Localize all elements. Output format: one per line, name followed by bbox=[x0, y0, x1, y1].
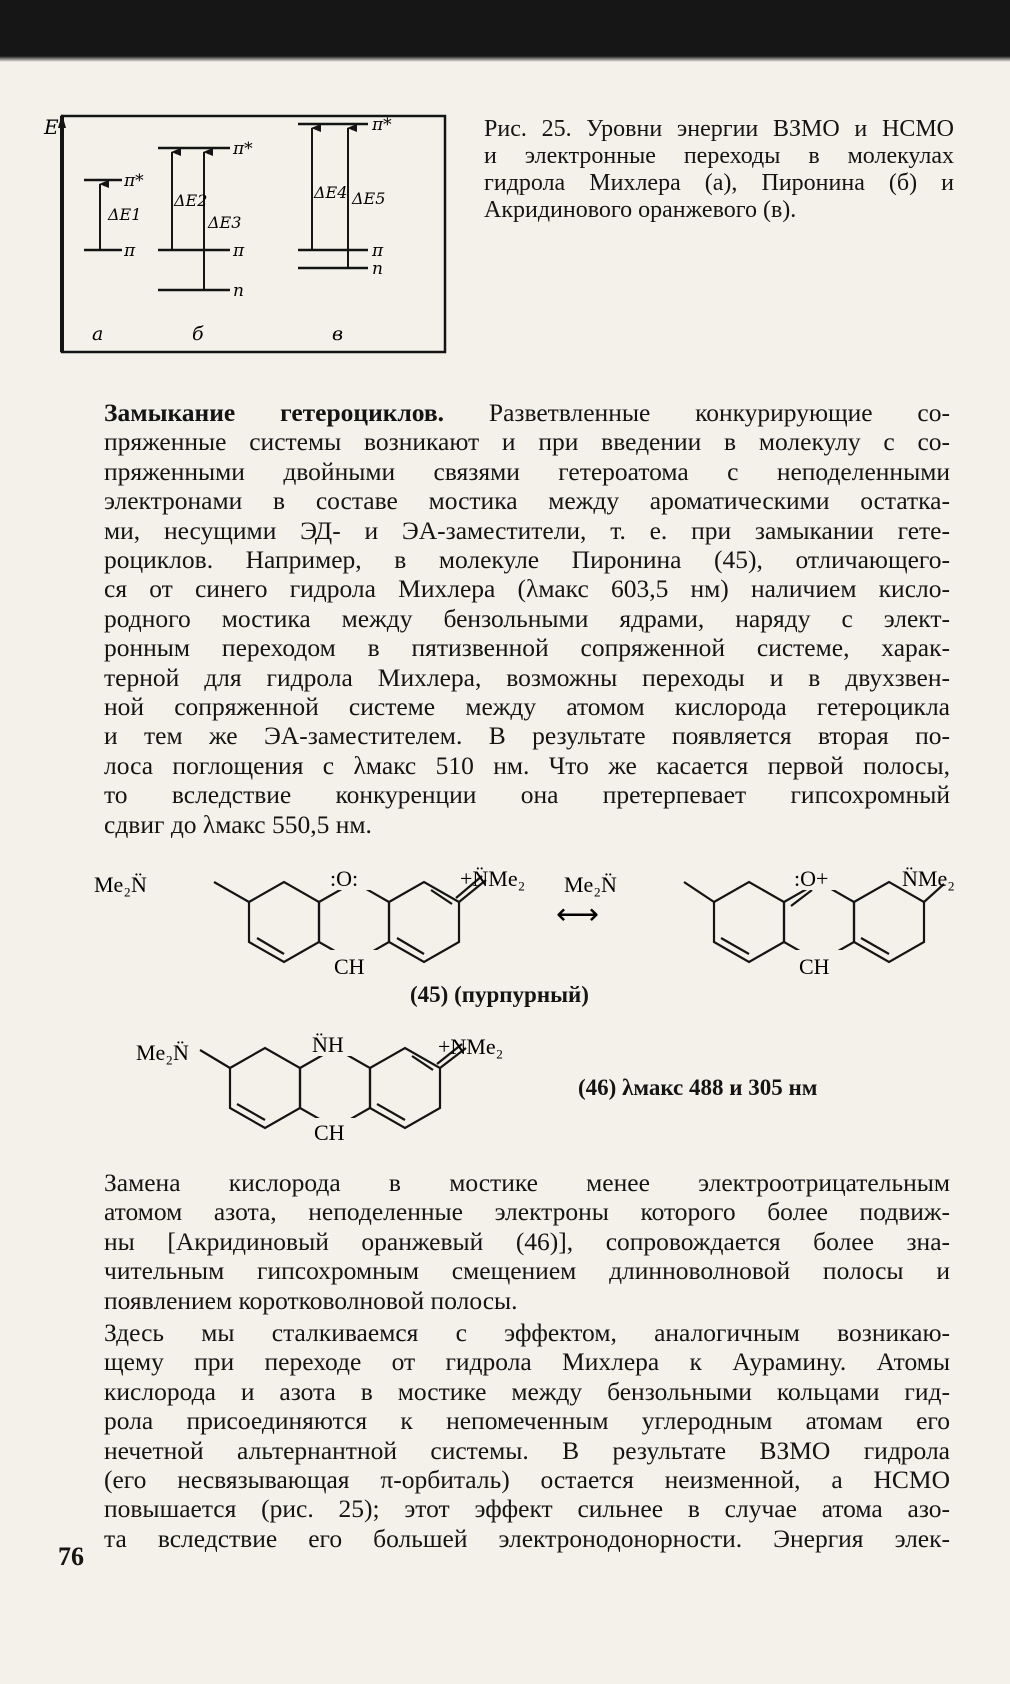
text-line: ронным переходом в пятизвенной сопряженной системе, харак- bbox=[104, 633, 950, 663]
text-line: повышается (рис. 25); этот эффект сильнее в случае атома азо- bbox=[104, 1494, 950, 1524]
level-a-upper-label: π* bbox=[124, 171, 144, 191]
panel-label-c: в bbox=[332, 323, 344, 345]
text-line: ся от синего гидрола Михлера (λмакс 603,5 нм) наличием кисло- bbox=[104, 574, 950, 604]
ch-label-2: CH bbox=[799, 954, 830, 979]
text-line: электронами в составе мостика между ароматическими остатка- bbox=[104, 486, 950, 516]
text-line: ны [Акридиновый оранжевый (46)], сопровождается более зна- bbox=[104, 1226, 950, 1256]
level-a-lower-label: π bbox=[124, 241, 136, 261]
transition-de5: ΔE5 bbox=[352, 189, 386, 208]
level-b-lower-label: n bbox=[233, 281, 244, 301]
panel-label-b: б bbox=[192, 323, 204, 345]
text-line: ной сопряженной системе между атомом кислорода гетероцикла bbox=[104, 692, 950, 722]
level-b-middle-label: π bbox=[233, 241, 245, 261]
oxygen-bridge-label: :O: bbox=[330, 866, 359, 891]
left-amine-label-2: Me₂N̈ bbox=[564, 872, 617, 897]
text-line: Здесь мы сталкиваемся с эффектом, аналогичным возникаю- bbox=[104, 1318, 950, 1347]
left-amine-label: Me₂N̈ bbox=[94, 872, 147, 897]
ch-label-3: CH bbox=[314, 1120, 345, 1145]
text-line: атомом азота, неподеленные электроны которого более подвиж- bbox=[104, 1197, 950, 1227]
text-line: то вследствие конкуренции она претерпевает гипсохромный bbox=[104, 780, 950, 810]
text-line: терной для гидрола Михлера, возможны переходы и в двухзвен- bbox=[104, 662, 950, 692]
structure-45-label: (45) (пурпурный) bbox=[410, 982, 589, 1007]
text-line: роциклов. Например, в молекуле Пиронина (45), отличающего- bbox=[104, 545, 950, 575]
paragraph-heterocycles bbox=[104, 398, 950, 839]
page-number: 76 bbox=[58, 1542, 84, 1571]
structure-46 bbox=[138, 1020, 518, 1148]
text-line: ми, несущими ЭД- и ЭА-заместители, т. е. при замыкании гете- bbox=[104, 515, 950, 545]
text-line: и тем же ЭА-заместителем. В результате появляется вторая по- bbox=[104, 721, 950, 751]
text-line: щему при переходе от гидрола Михлера к Аурамину. Атомы bbox=[104, 1347, 950, 1377]
structure-45-resonance bbox=[94, 852, 954, 982]
diagram-frame bbox=[62, 116, 445, 352]
energy-axis-label: E bbox=[44, 115, 59, 139]
text-line: (его несвязывающая π-орбиталь) остается неизменной, а НСМО bbox=[104, 1465, 950, 1495]
text-line: та вследствие его большей электронодонорности. Энергия элек- bbox=[104, 1523, 950, 1553]
caption-line: и электронные переходы в молекулах bbox=[484, 143, 954, 169]
section-lead: Замыкание гетероциклов. bbox=[104, 398, 445, 427]
text-line: лоса поглощения с λмакс 510 нм. Что же касается первой полосы, bbox=[104, 750, 950, 780]
ch-label: CH bbox=[334, 954, 365, 979]
caption-line: Рис. 25. Уровни энергии ВЗМО и НСМО bbox=[484, 116, 954, 142]
level-b-upper-label: π* bbox=[233, 139, 253, 159]
level-c-middle-label: π bbox=[372, 241, 384, 261]
caption-line: гидрола Михлера (а), Пиронина (б) и bbox=[484, 170, 954, 196]
text-line: пряженные системы возникают и при введении в молекулу с со- bbox=[104, 427, 950, 457]
panel-label-a: а bbox=[92, 323, 104, 345]
right-ammonium-label: +N̈Me₂ bbox=[460, 866, 526, 891]
nh-bridge-label: N̈H bbox=[312, 1032, 344, 1057]
text-line: появлением коротковолновой полосы. bbox=[104, 1285, 518, 1315]
transition-de2: ΔE2 bbox=[174, 191, 208, 210]
structure-46-label: (46) λмакс 488 и 305 нм bbox=[578, 1075, 818, 1100]
text-line: чительным гипсохромным смещением длинноволновой полосы и bbox=[104, 1256, 950, 1286]
level-c-upper-label: π* bbox=[372, 115, 392, 135]
transition-de3: ΔE3 bbox=[208, 213, 242, 232]
resonance-arrow: ⟷ bbox=[556, 898, 600, 931]
left-amine-label-3: Me₂N̈ bbox=[136, 1040, 189, 1065]
text-line: сдвиг до λмакс 550,5 нм. bbox=[104, 809, 372, 839]
right-ammonium-label-3: +NMe₂ bbox=[438, 1034, 504, 1059]
text-line: нечетной альтернантной системы. В результате ВЗМО гидрола bbox=[104, 1435, 950, 1465]
text-line: рола присоединяются к непомеченным углеродным атомам его bbox=[104, 1406, 950, 1436]
transition-de1: ΔE1 bbox=[108, 205, 142, 224]
text-line: кислорода и азота в мостике между бензольными кольцами гид- bbox=[104, 1376, 950, 1406]
text-line: родного мостика между бензольными ядрами, наряду с элект- bbox=[104, 603, 950, 633]
text-line: Замена кислорода в мостике менее электроотрицательным bbox=[104, 1168, 950, 1197]
paragraph-effect bbox=[104, 1318, 950, 1553]
text-line: Разветвленные конкурирующие со- bbox=[444, 398, 950, 427]
figure-caption bbox=[484, 116, 954, 224]
transition-de4: ΔE4 bbox=[314, 183, 348, 202]
energy-level-diagram bbox=[44, 108, 450, 354]
right-amine-label-2: N̈Me₂ bbox=[902, 866, 955, 891]
caption-line: Акридинового оранжевого (в). bbox=[484, 197, 797, 223]
text-line: пряженными двойными связями гетероатома с неподеленными bbox=[104, 456, 950, 486]
oxonium-bridge-label: :O+ bbox=[794, 866, 829, 891]
scan-top-edge bbox=[0, 0, 1010, 56]
level-c-lower-label: n bbox=[372, 259, 383, 279]
paragraph-nitrogen-substitution bbox=[104, 1168, 950, 1315]
